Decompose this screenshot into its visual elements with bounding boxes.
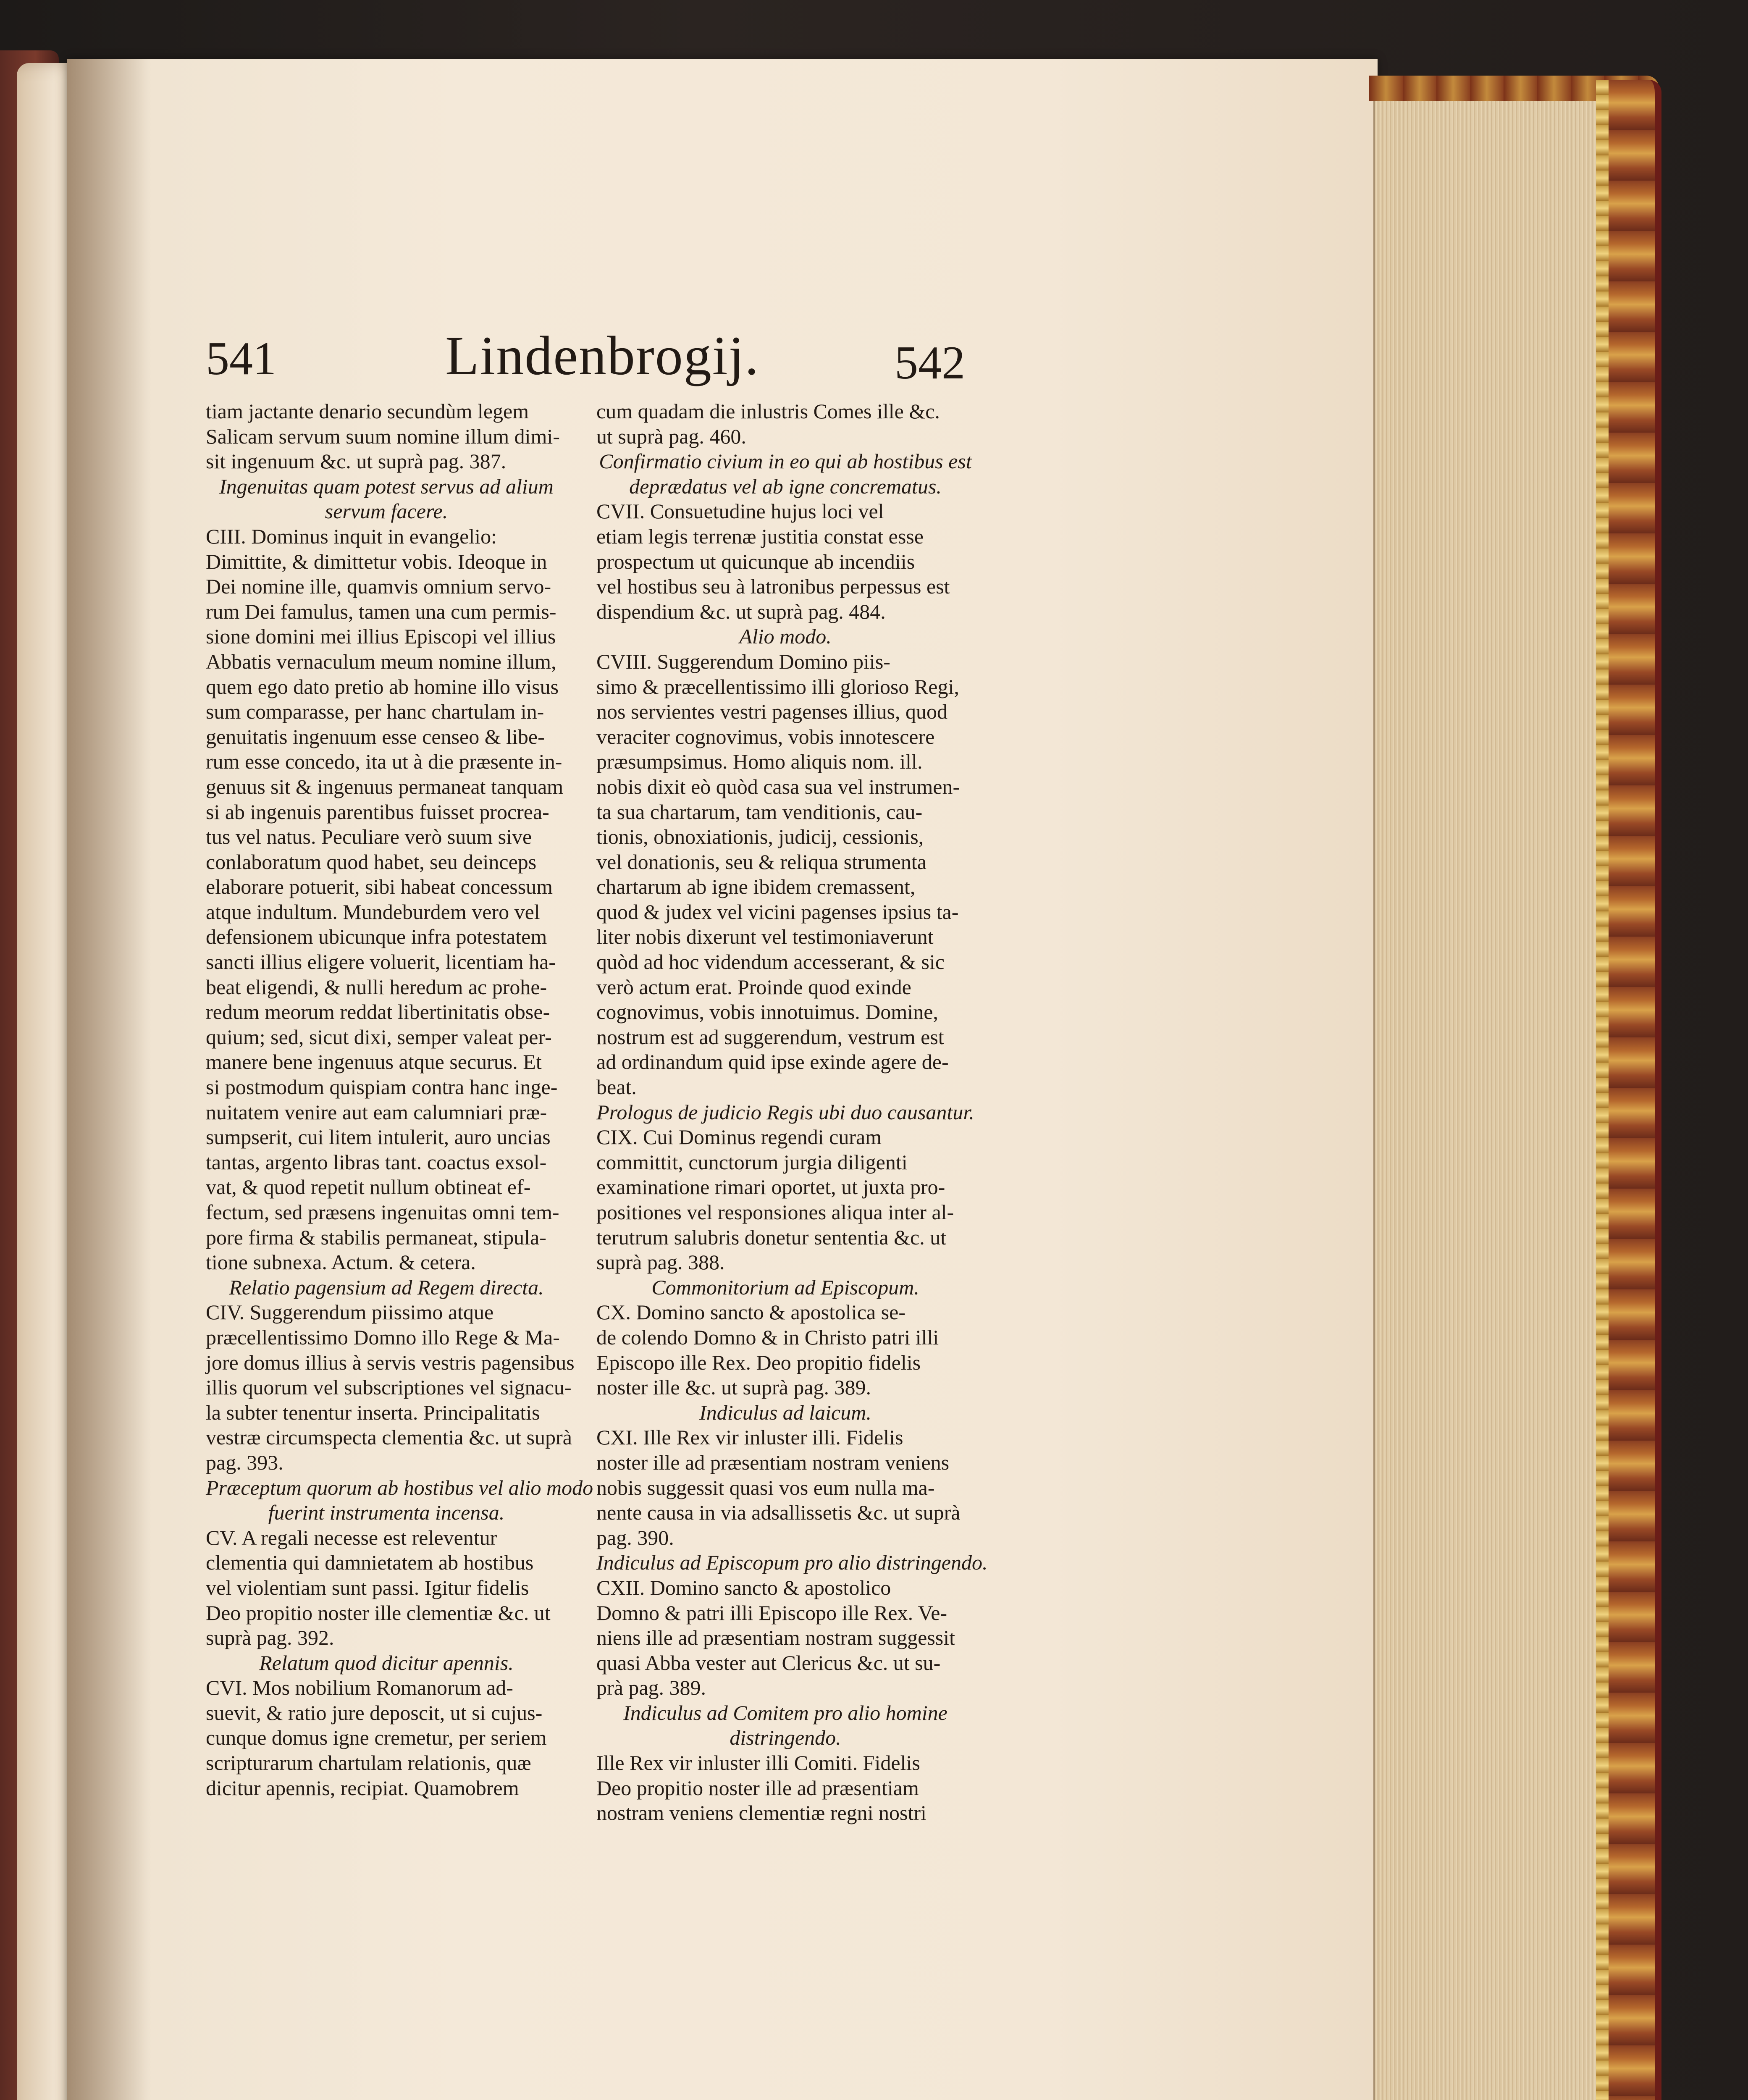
text-line: suprà pag. 392. — [206, 1626, 334, 1650]
text-line: la subter tenentur inserta. Principalitatis — [206, 1400, 540, 1424]
text-line: etiam legis terrenæ justitia constat esse — [596, 524, 924, 548]
text-line: nente causa in via adsallissetis &c. ut suprà — [596, 1501, 961, 1525]
text-line: beat eligendi, & nulli heredum ac prohe- — [206, 975, 547, 999]
text-line: CVIII. Suggerendum Domino piis- — [596, 649, 890, 673]
text-line: sit ingenuum &c. ut suprà pag. 387. — [206, 449, 507, 473]
text-line: noster ille &c. ut suprà pag. 389. — [596, 1376, 871, 1399]
text-line: examinatione rimari oportet, ut juxta pro- — [596, 1175, 945, 1199]
section-heading: Indiculus ad Comitem pro alio homine — [623, 1701, 947, 1725]
gutter-shadow — [67, 59, 151, 2100]
text-line: CV. A regali necesse est releventur — [206, 1525, 497, 1549]
section-heading: Relatio pagensium ad Regem directa. — [229, 1275, 544, 1299]
text-line: cum quadam die inlustris Comes ille &c. — [596, 399, 940, 423]
text-line: Dimittite, & dimittetur vobis. Ideoque in — [206, 549, 547, 573]
text-line: Deo propitio noster ille ad præsentiam — [596, 1776, 919, 1800]
text-line: cunque domus igne cremetur, per seriem — [206, 1726, 547, 1750]
text-line: pag. 390. — [596, 1525, 674, 1549]
text-line: Deo propitio noster ille clementiæ &c. ut — [206, 1601, 551, 1625]
text-line: Abbatis vernaculum meum nomine illum, — [206, 649, 556, 673]
text-line: CIV. Suggerendum piissimo atque — [206, 1300, 494, 1324]
section-heading: Relatum quod dicitur apennis. — [259, 1651, 514, 1675]
text-line: fectum, sed præsens ingenuitas omni tem- — [206, 1200, 559, 1224]
section-heading: Ingenuitas quam potest servus ad alium — [219, 474, 554, 498]
text-line: manere bene ingenuus atque securus. Et — [206, 1050, 542, 1074]
text-line: vestræ circumspecta clementia &c. ut suprà — [206, 1425, 572, 1449]
section-heading: Commonitorium ad Episcopum. — [651, 1275, 919, 1299]
text-line: redum meorum reddat libertinitatis obse- — [206, 1000, 550, 1024]
section-heading: Indiculus ad Episcopum pro alio distringendo. — [596, 1551, 988, 1575]
text-line: prospectum ut quicunque ab incendiis — [596, 549, 915, 573]
text-line: si ab ingenuis parentibus fuisset procrea- — [206, 800, 549, 824]
text-line: tione subnexa. Actum. & cetera. — [206, 1250, 476, 1274]
text-line: sione domini mei illius Episcopi vel illius — [206, 625, 556, 648]
text-line: nobis suggessit quasi vos eum nulla ma- — [596, 1475, 935, 1499]
text-line: quem ego dato pretio ab homine illo visus — [206, 675, 559, 698]
text-line: nuitatem venire aut eam calumniari præ- — [206, 1100, 547, 1124]
text-line: CIX. Cui Dominus regendi curam — [596, 1125, 882, 1149]
text-line: quòd ad hoc videndum accesserant, & sic — [596, 950, 945, 974]
text-line: cognovimus, vobis innotuimus. Domine, — [596, 1000, 938, 1024]
text-line: vat, & quod repetit nullum obtineat ef- — [206, 1175, 531, 1199]
text-line: Ille Rex vir inluster illi Comiti. Fidelis — [596, 1751, 920, 1775]
text-line: tantas, argento libras tant. coactus exsol- — [206, 1150, 547, 1174]
text-column-left — [206, 399, 593, 1801]
text-line: dispendium &c. ut suprà pag. 484. — [596, 599, 886, 623]
text-line: quod & judex vel vicini pagenses ipsius ta- — [596, 900, 959, 924]
text-line: dicitur apennis, recipiat. Quamobrem — [206, 1776, 519, 1800]
text-line: terutrum salubris donetur sententia &c. ut — [596, 1225, 947, 1249]
text-line: Salicam servum suum nomine illum dimi- — [206, 424, 560, 448]
text-line: pore firma & stabilis permaneat, stipula- — [206, 1225, 546, 1249]
text-line: tiam jactante denario secundùm legem — [206, 399, 529, 423]
text-line: vel donationis, seu & reliqua strumenta — [596, 850, 926, 874]
text-line: defensionem ubicunque infra potestatem — [206, 925, 547, 949]
section-heading: fuerint instrumenta incensa. — [268, 1501, 505, 1525]
text-column-right — [596, 399, 988, 1826]
text-line: quium; sed, sicut dixi, semper valeat per- — [206, 1025, 552, 1049]
text-line: noster ille ad præsentiam nostram veniens — [596, 1450, 950, 1474]
text-line: vel violentiam sunt passi. Igitur fidelis — [206, 1575, 529, 1599]
text-line: nostrum est ad suggerendum, vestrum est — [596, 1025, 944, 1049]
text-line: committit, cunctorum jurgia diligenti — [596, 1150, 908, 1174]
text-line: genuus sit & ingenuus permaneat tanquam — [206, 774, 564, 798]
text-line: CX. Domino sancto & apostolica se- — [596, 1300, 905, 1324]
text-line: suevit, & ratio jure deposcit, ut si cujus- — [206, 1701, 543, 1725]
text-line: ta sua chartarum, tam venditionis, cau- — [596, 800, 923, 824]
text-line: præsumpsimus. Homo aliquis nom. ill. — [596, 750, 923, 774]
text-line: illis quorum vel subscriptiones vel signacu- — [206, 1376, 572, 1399]
text-line: tus vel natus. Peculiare verò suum sive — [206, 825, 532, 849]
section-heading: Indiculus ad laicum. — [699, 1400, 871, 1424]
text-line: liter nobis dixerunt vel testimoniaverunt — [596, 925, 934, 949]
text-line: CVII. Consuetudine hujus loci vel — [596, 499, 884, 523]
text-line: sumpserit, cui litem intulerit, auro uncias — [206, 1125, 551, 1149]
text-line: suprà pag. 388. — [596, 1250, 725, 1274]
page-block-fore-edge — [1373, 88, 1610, 2100]
text-line: elaborare potuerit, sibi habeat concessum — [206, 875, 553, 899]
text-line: tionis, obnoxiationis, judicij, cessionis, — [596, 825, 924, 849]
text-line: rum esse concedo, ita ut à die præsente in- — [206, 750, 562, 774]
section-heading: distringendo. — [730, 1726, 841, 1750]
gilt-edge-decoration — [1596, 80, 1609, 2100]
text-line: Episcopo ille Rex. Deo propitio fidelis — [596, 1350, 921, 1374]
text-line: nostram veniens clementiæ regni nostri — [596, 1801, 926, 1825]
text-line: quasi Abba vester aut Clericus &c. ut su- — [596, 1651, 941, 1675]
text-line: simo & præcellentissimo illi glorioso Regi, — [596, 675, 959, 698]
text-line: positiones vel responsiones aliqua inter al- — [596, 1200, 954, 1224]
text-line: rum Dei famulus, tamen una cum permis- — [206, 599, 556, 623]
text-line: verò actum erat. Proinde quod exinde — [596, 975, 911, 999]
text-line: CIII. Dominus inquit in evangelio: — [206, 524, 497, 548]
text-line: nobis dixit eò quòd casa sua vel instrumen- — [596, 774, 960, 798]
text-line: nos servientes vestri pagenses illius, quod — [596, 700, 947, 724]
text-line: de colendo Domno & in Christo patri illi — [596, 1325, 939, 1349]
text-line: jore domus illius à servis vestris pagensibus — [206, 1350, 575, 1374]
page-number-right: 542 — [895, 337, 965, 389]
section-heading: deprædatus vel ab igne concrematus. — [629, 474, 942, 498]
text-line: niens ille ad præsentiam nostram suggessit — [596, 1626, 955, 1650]
text-line: pag. 393. — [206, 1450, 283, 1474]
running-title: Lindenbrogij. — [445, 325, 760, 386]
text-line: clementia qui damnietatem ab hostibus — [206, 1551, 534, 1575]
text-line: Domno & patri illi Episcopo ille Rex. Ve- — [596, 1601, 947, 1625]
text-line: CVI. Mos nobilium Romanorum ad- — [206, 1676, 513, 1700]
text-line: ut suprà pag. 460. — [596, 424, 746, 448]
text-line: prà pag. 389. — [596, 1676, 706, 1700]
text-line: conlaboratum quod habet, seu deinceps — [206, 850, 537, 874]
text-line: Dei nomine ille, quamvis omnium servo- — [206, 575, 551, 598]
text-line: si postmodum quispiam contra hanc inge- — [206, 1075, 558, 1099]
section-heading: Confirmatio civium in eo qui ab hostibus est — [599, 449, 972, 473]
text-line: veraciter cognovimus, vobis innotescere — [596, 724, 935, 748]
section-heading: Alio modo. — [739, 625, 832, 648]
text-line: scripturarum chartulam relationis, quæ — [206, 1751, 531, 1775]
text-line: beat. — [596, 1075, 637, 1099]
text-line: atque indultum. Mundeburdem vero vel — [206, 900, 540, 924]
section-heading: servum facere. — [325, 499, 448, 523]
text-line: sum comparasse, per hanc chartulam in- — [206, 700, 544, 724]
text-line: sancti illius eligere voluerit, licentiam ha- — [206, 950, 556, 974]
text-line: CXI. Ille Rex vir inluster illi. Fidelis — [596, 1425, 903, 1449]
section-heading: Prologus de judicio Regis ubi duo causantur. — [596, 1100, 974, 1124]
text-line: genuitatis ingenuum esse censeo & libe- — [206, 724, 545, 748]
text-line: ad ordinandum quid ipse exinde agere de- — [596, 1050, 949, 1074]
text-line: præcellentissimo Domno illo Rege & Ma- — [206, 1325, 560, 1349]
text-line: vel hostibus seu à latronibus perpessus est — [596, 575, 950, 598]
text-line: chartarum ab igne ibidem cremassent, — [596, 875, 916, 899]
text-line: CXII. Domino sancto & apostolico — [596, 1575, 891, 1599]
page-number-left: 541 — [206, 333, 276, 385]
section-heading: Præceptum quorum ab hostibus vel alio modo — [206, 1475, 593, 1499]
